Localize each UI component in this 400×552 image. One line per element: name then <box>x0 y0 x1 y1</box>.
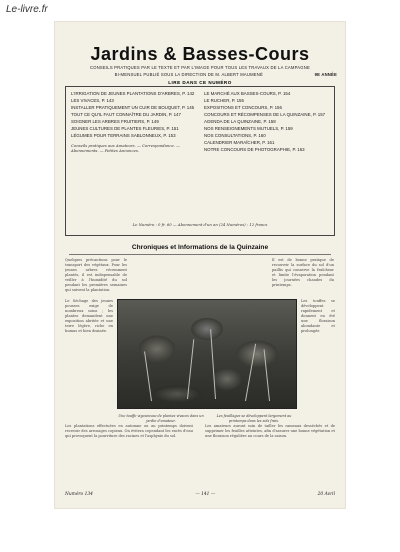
page-number: — 141 — <box>195 492 216 497</box>
page-footer <box>65 492 335 497</box>
toc-left-column <box>71 91 196 231</box>
photo-caption-left: Une touffe vigoureuse de plantes vivaces dans un jardin d'amateur. <box>118 414 204 423</box>
article-text-top-right: Il est de bonne pratique de recouvrir la surface du sol d'un paillis qui conserve la fraîcheur et limite l'évaporation pendant les journées chaudes du printemps. <box>272 258 334 287</box>
article-text-side-right: Les touffes se développent rapidement et donnent en été une floraison abondante et prolongée. <box>301 299 335 333</box>
article-text-top-left: Quelques précautions pour le transport des végétaux. Pour les jeunes arbres récemment plantés, il est indispensable de veiller à l'humidité du sol pendant les premières semaines qui suivent la plantation. <box>65 258 127 292</box>
toc-entry[interactable]: L'IRRIGATION DE JEUNES PLANTATIONS D'ARBRES, P. 142 <box>71 91 195 96</box>
toc-entry[interactable]: SOIGNER LES ARBRES FRUITIERS, P. 149 <box>71 119 159 124</box>
plant-stem <box>245 344 256 401</box>
toc-entry[interactable]: NOTRE CONCOURS DE PHOTOGRAPHIE, P. 163 <box>204 147 305 152</box>
article-text-bottom-right: Les amateurs auront soin de tailler les rameaux desséchés et de supprimer les feuilles atteintes, afin d'assurer une bonne végétation et une floraison régulière au cours de la saison. <box>205 424 335 438</box>
article-text-side-left: Le Séchage des jeunes pousses exige de nombreux soins ; les plantes demandent une exposition abritée et une terre légère, riche en humus et bien drainée. <box>65 299 113 333</box>
table-of-contents <box>65 86 335 236</box>
year-badge: 9E ANNÉE <box>314 72 337 77</box>
toc-entry[interactable]: EXPOSITIONS ET CONCOURS, P. 156 <box>204 105 282 110</box>
toc-entry[interactable]: JEUNES CULTURES DE PLANTES FLEURIES, P. 151 <box>71 126 179 131</box>
magazine-page <box>55 22 345 508</box>
toc-note: Conseils pratiques aux Amateurs. — Correspondance. — Abonnements. — Petites Annonces. <box>71 142 180 153</box>
toc-entry[interactable]: INSTALLER PRATIQUEMENT UN CUIR DE BOUQUET, P. 145 <box>71 105 195 110</box>
subtitle-conseils: CONSEILS PRATIQUES PAR LE TEXTE ET PAR L'IMAGE POUR TOUS LES TRAVAUX DE LA CAMPAGNE <box>90 65 310 70</box>
section-title: Chroniques et Informations de la Quinzaine <box>131 244 269 251</box>
toc-entry[interactable]: LÉGUMES POUR TERRAINS SABLONNEUX, P. 153 <box>71 133 176 138</box>
toc-right-column <box>204 91 329 231</box>
issue-number: Numéro 134 <box>65 492 93 497</box>
toc-entry[interactable]: TOUT CE QU'IL FAUT CONNAÎTRE DU JARDIN, P. 147 <box>71 112 181 117</box>
direction-text: BI-MENSUEL PUBLIÉ SOUS LA DIRECTION DE M. ALBERT MAUMENÉ <box>114 72 264 77</box>
toc-entry[interactable]: CALENDRIER MARAÎCHER, P. 161 <box>204 140 275 145</box>
toc-entry[interactable]: LE RUCHER, P. 155 <box>204 98 244 103</box>
toc-entry[interactable]: LE MARCHÉ AUX BASSES-COURS, P. 154 <box>204 91 291 96</box>
masthead-title: Jardins & Basses-Cours <box>90 44 310 64</box>
issue-date: 20 Avril <box>317 492 335 497</box>
plant-stem <box>210 329 216 399</box>
site-watermark: Le-livre.fr <box>6 4 48 15</box>
photo-caption-right: Les feuillages se développent largement au printemps dans les sols frais. <box>216 414 292 423</box>
plant-stem <box>187 339 194 399</box>
subtitle-direction <box>63 72 337 77</box>
section-divider <box>69 254 331 255</box>
article-text-bottom-left: Les plantations effectuées en automne ou au printemps doivent recevoir des arrosages copieux. On évitera cependant les excès d'eau qui provoquent la pourriture des racines et l'asphyxie du sol. <box>65 424 193 438</box>
toc-entry[interactable]: NOS CONSULTATIONS, P. 160 <box>204 133 266 138</box>
toc-entry[interactable]: NOS RENSEIGNEMENTS MUTUELS, P. 159 <box>204 126 293 131</box>
toc-title: LIRE DANS CE NUMÉRO <box>168 80 232 85</box>
price-line: Le Numéro : 0 fr. 60 — Abonnement d'un an (24 Numéros) : 12 francs <box>132 222 268 227</box>
toc-entry[interactable]: CONCOURS ET RÉCOMPENSES DE LA QUINZAINE, P. 157 <box>204 112 326 117</box>
toc-entry[interactable]: LES VIVACES, P. 143 <box>71 98 114 103</box>
toc-entry[interactable]: AGENDA DE LA QUINZAINE, P. 158 <box>204 119 276 124</box>
plant-stem <box>264 349 271 401</box>
plant-stem <box>144 351 152 401</box>
garden-photo <box>117 299 297 409</box>
